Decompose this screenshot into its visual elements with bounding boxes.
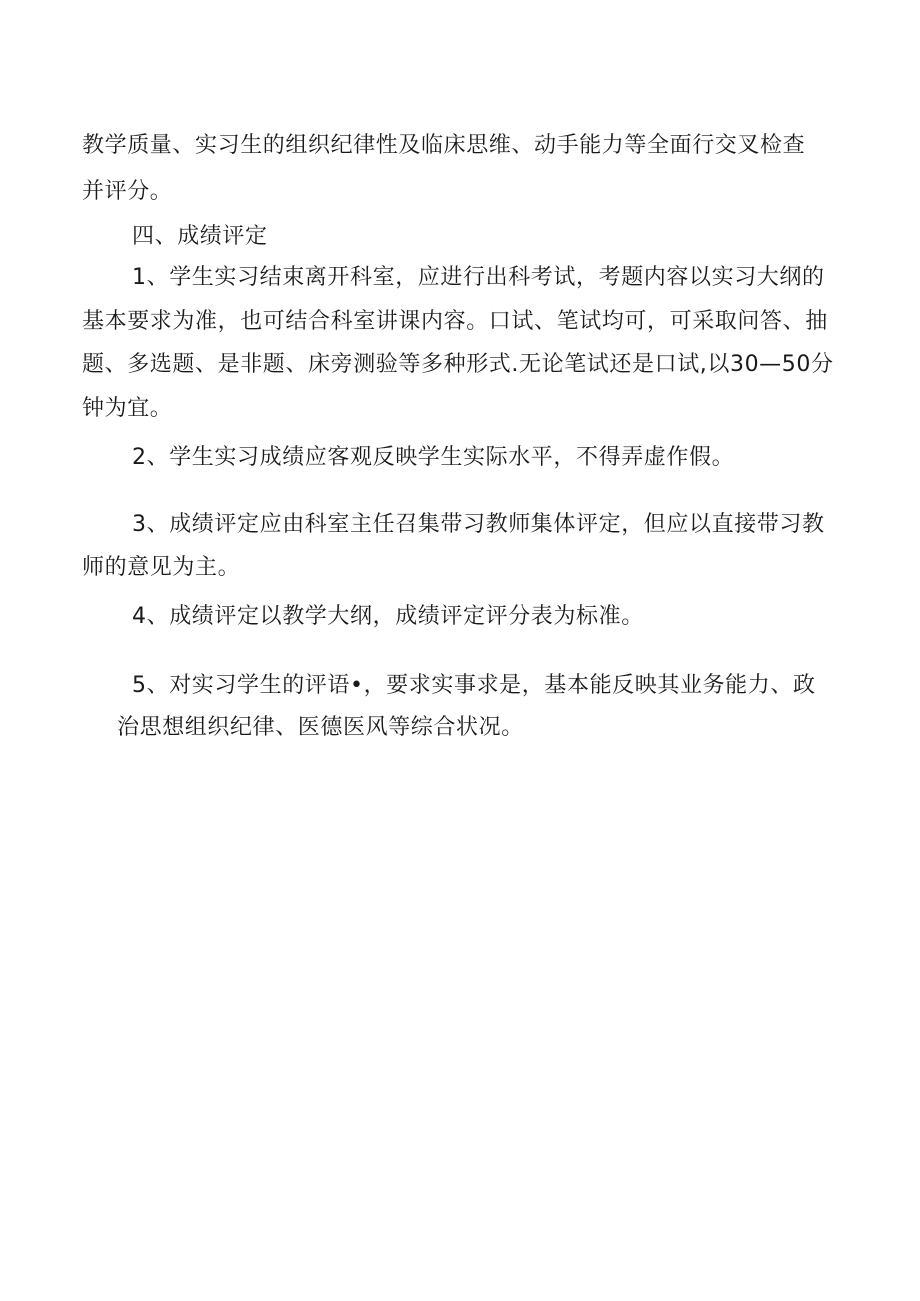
text-line-5: 基本要求为准，也可结合科室讲课内容。口试、笔试均可，可采取问答、抽 — [82, 309, 828, 334]
text-line-2: 并评分。 — [82, 179, 173, 204]
text-line-8: 2、学生实习成绩应客观反映学生实际水平，不得弄虚作假。 — [132, 445, 735, 470]
text-line-11: 4、成绩评定以教学大纲，成绩评定评分表为标准。 — [132, 604, 644, 629]
text-line-6: 题、多选题、是非题、床旁测验等多种形式.无论笔试还是口试,以30—50分 — [82, 352, 834, 377]
text-line-13: 治思想组织纪律、医德医风等综合状况。 — [117, 715, 524, 740]
text-line-7: 钟为宜。 — [82, 396, 173, 421]
text-line-1: 教学质量、实习生的组织纪律性及临床思维、动手能力等全面行交叉检查 — [82, 133, 806, 158]
text-line-12: 5、对实习学生的评语•，要求实事求是，基本能反映其业务能力、政 — [132, 673, 816, 698]
section-heading: 四、成绩评定 — [132, 224, 268, 249]
text-line-4: 1、学生实习结束离开科室，应进行出科考试，考题内容以实习大纲的 — [132, 265, 825, 290]
text-line-9: 3、成绩评定应由科室主任召集带习教师集体评定，但应以直接带习教 — [132, 512, 825, 537]
text-line-10: 师的意见为主。 — [82, 555, 241, 580]
